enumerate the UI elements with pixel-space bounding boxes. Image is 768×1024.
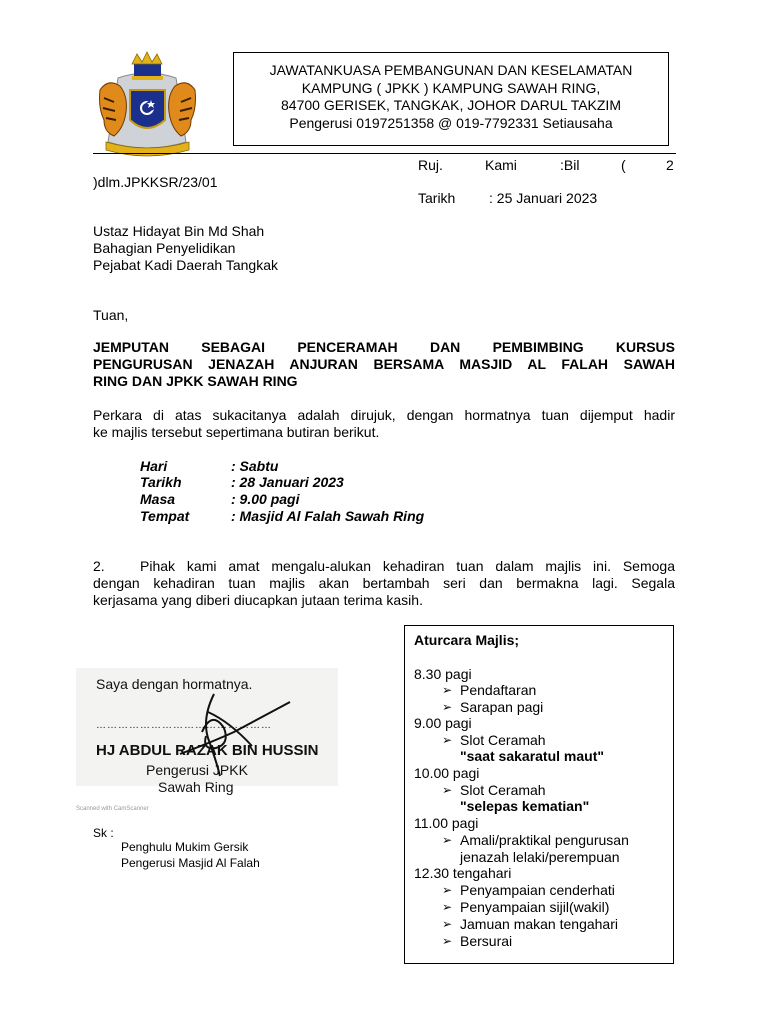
para2-line3: kerjasama yang diberi diucapkan jutaan terima kasih. (93, 592, 423, 608)
recipient-department: Bahagian Penyelidikan (93, 240, 236, 256)
intro-line1: Perkara di atas sukacitanya adalah dirujuk, dengan hormatnya tuan dijemput hadir (93, 407, 675, 423)
arrow-bullet-icon: ➢ (442, 883, 453, 897)
programme-heading: Aturcara Majlis; (414, 632, 520, 648)
detail-label: Tarikh (140, 474, 182, 490)
letter-subject (93, 339, 675, 390)
subject-line2: PENGURUSAN JENAZAH ANJURAN BERSAMA MASJID AL FALAH SAWAH (93, 356, 675, 372)
ref-num: 2 (666, 157, 674, 173)
arrow-bullet-icon: ➢ (442, 783, 453, 797)
state-crest (90, 50, 205, 160)
org-address: 84700 GERISEK, TANGKAK, JOHOR DARUL TAKZIM (281, 97, 621, 113)
ref-bil: :Bil (560, 157, 580, 173)
session-title: "saat sakaratul maut" (460, 748, 605, 764)
org-contact: Pengerusi 0197251358 @ 019-7792331 Setiausaha (289, 114, 613, 131)
cc-list (121, 840, 260, 871)
letter-date-label: Tarikh (418, 190, 456, 206)
para2-line2: dengan kehadiran tuan majlis akan bertambah seri dan bermakna lagi. Segala (93, 575, 675, 591)
signature-block (76, 668, 338, 795)
org-name-line1: JAWATANKUASA PEMBANGUNAN DAN KESELAMATAN (269, 62, 633, 78)
handwritten-signature (172, 688, 302, 780)
para2-line1: Pihak kami amat mengalu-alukan kehadiran tuan dalam majlis ini. Semoga (140, 558, 675, 574)
session-title: "selepas kematian" (460, 798, 590, 814)
salutation: Tuan, (93, 307, 129, 323)
organisation-header (233, 52, 669, 146)
arrow-bullet-icon: ➢ (442, 733, 453, 747)
programme-time: 9.00 pagi (414, 715, 472, 731)
programme-item-continued: jenazah lelaki/perempuan (460, 849, 620, 865)
ref-kami: Kami (485, 157, 517, 173)
ref-paren: ( (621, 157, 626, 173)
arrow-bullet-icon: ➢ (442, 900, 453, 914)
arrow-bullet-icon: ➢ (442, 833, 453, 847)
letter-date: : 25 Januari 2023 (489, 190, 598, 206)
intro-line2: ke majlis tersebut sepertimana butiran berikut. (93, 424, 380, 440)
cc-recipient: Pengerusi Masjid Al Falah (121, 855, 260, 870)
org-name-line2: KAMPUNG ( JPKK ) KAMPUNG SAWAH RING, (301, 79, 601, 96)
recipient-office: Pejabat Kadi Daerah Tangkak (93, 257, 278, 273)
programme-time: 10.00 pagi (414, 765, 480, 781)
arrow-bullet-icon: ➢ (442, 683, 453, 697)
programme-time: 8.30 pagi (414, 666, 472, 682)
recipient-name: Ustaz Hidayat Bin Md Shah (93, 223, 265, 239)
detail-label: Masa (140, 491, 176, 507)
arrow-bullet-icon: ➢ (442, 917, 453, 931)
detail-value: : 28 Januari 2023 (231, 474, 344, 490)
signatory-role: Pengerusi JPKK (146, 762, 248, 778)
ref-continuation: )dlm.JPKKSR/23/01 (93, 174, 218, 190)
arrow-bullet-icon: ➢ (442, 700, 453, 714)
detail-label: Tempat (140, 508, 190, 524)
subject-line1: JEMPUTAN SEBAGAI PENCERAMAH DAN PEMBIMBING KURSUS (93, 339, 675, 355)
detail-value: : 9.00 pagi (231, 491, 300, 507)
detail-label: Hari (140, 458, 168, 474)
paragraph-number: 2. (93, 558, 105, 574)
programme-time: 12.30 tengahari (414, 865, 512, 881)
header-divider (93, 153, 676, 154)
paragraph-2 (93, 558, 675, 609)
cc-recipient: Penghulu Mukim Gersik (121, 840, 249, 854)
signatory-name: HJ ABDUL RAZAK BIN HUSSIN (96, 742, 319, 759)
scanner-watermark: Scanned with CamScanner (76, 806, 149, 812)
ref-ruj: Ruj. (418, 157, 443, 173)
signatory-location: Sawah Ring (158, 779, 234, 795)
closing-line: Saya dengan hormatnya. (96, 676, 253, 692)
detail-value: : Masjid Al Falah Sawah Ring (231, 508, 425, 524)
cc-label: Sk : (93, 826, 114, 840)
programme-time: 11.00 pagi (414, 815, 479, 831)
detail-value: : Sabtu (231, 458, 279, 474)
arrow-bullet-icon: ➢ (442, 934, 453, 948)
signature-dotted-line: ………………………………………… (96, 720, 272, 731)
paragraph-intro (93, 407, 675, 441)
subject-line3: RING DAN JPKK SAWAH RING (93, 373, 298, 389)
programme-box: Aturcara Majlis; 8.30 pagi ➢ Pendaftaran ➢ Sarapan pagi 9.00 pagi ➢ Slot Ceramah "saat sakaratul maut" 10.00 pagi ➢ Slot Ceramah "selepas kematian" 11.00 pagi ➢ Amali/praktikal pengurusan jenazah lelaki/perempuan 12.30 tengahari ➢ Penyampaian cenderhati ➢ Penyampaian sijil(wakil) ➢ Jamuan makan tengahari ➢ Bersurai (404, 625, 674, 964)
